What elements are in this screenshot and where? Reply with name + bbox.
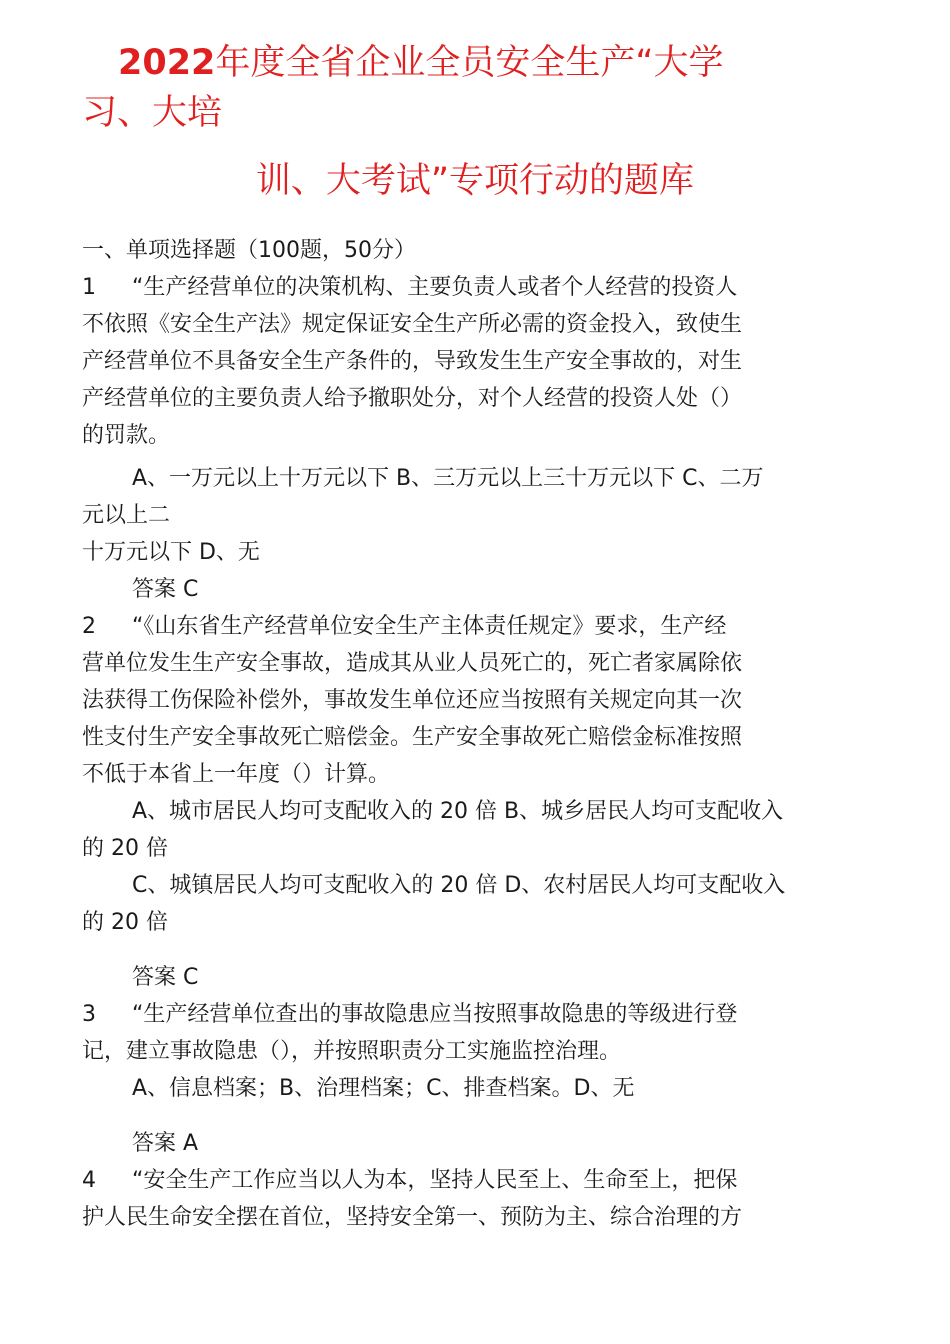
- title-year: 2022: [118, 43, 216, 83]
- title-line1-text: 年度全省企业全员安全生产“大学: [215, 43, 724, 83]
- question-options-line: A、城市居民人均可支配收入的 20 倍 B、城乡居民人均可支配收入: [132, 799, 784, 824]
- question-answer: 答案 C: [132, 965, 199, 990]
- question-text-line: 不低于本省上一年度（）计算。: [82, 762, 391, 787]
- question-text-line: 法获得工伤保险补偿外，事故发生单位还应当按照有关规定向其一次: [82, 688, 743, 713]
- question-bank-body: [82, 232, 872, 1236]
- question-text-line: 产经营单位不具备安全生产条件的，导致发生生产安全事故的，对生: [82, 349, 743, 374]
- question-options-line: 的 20 倍: [82, 910, 168, 935]
- question-text-line: 记，建立事故隐患（），并按照职责分工实施监控治理。: [82, 1039, 622, 1064]
- question-answer: 答案 A: [132, 1131, 199, 1156]
- question-options-line: A、一万元以上十万元以下 B、三万元以上三十万元以下 C、二万: [132, 466, 764, 491]
- question-3: [82, 996, 872, 1162]
- question-4: [82, 1162, 872, 1236]
- question-options-line: 十万元以下 D、无: [82, 540, 260, 565]
- question-number: 4: [82, 1168, 96, 1193]
- question-options-line: C、城镇居民人均可支配收入的 20 倍 D、农村居民人均可支配收入: [132, 873, 786, 898]
- title-line1b-text: 习、大培: [82, 93, 223, 133]
- question-options-line: 的 20 倍: [82, 836, 168, 861]
- question-text-line: “安全生产工作应当以人为本，坚持人民至上、生命至上，把保: [132, 1168, 738, 1193]
- question-options-line: A、信息档案；B、治理档案；C、排查档案。D、无: [132, 1076, 635, 1101]
- question-text-line: 的罚款。: [82, 423, 171, 448]
- question-text-line: “《山东省生产经营单位安全生产主体责任规定》要求，生产经: [132, 614, 727, 639]
- question-text-line: 性支付生产安全事故死亡赔偿金。生产安全事故死亡赔偿金标准按照: [82, 725, 743, 750]
- question-text-line: “生产经营单位查出的事故隐患应当按照事故隐患的等级进行登: [132, 1002, 738, 1027]
- question-1: [82, 269, 872, 608]
- question-text-line: 护人民生命安全摆在首位，坚持安全第一、预防为主、综合治理的方: [82, 1205, 743, 1230]
- question-text-line: 产经营单位的主要负责人给予撤职处分，对个人经营的投资人处（）: [82, 386, 743, 411]
- question-text-line: 营单位发生生产安全事故，造成其从业人员死亡的，死亡者家属除依: [82, 651, 743, 676]
- question-2: [82, 608, 872, 996]
- question-number: 1: [82, 275, 96, 300]
- question-text-line: “生产经营单位的决策机构、主要负责人或者个人经营的投资人: [132, 275, 738, 300]
- question-text-line: 不依照《安全生产法》规定保证安全生产所必需的资金投入，致使生: [82, 312, 743, 337]
- question-number: 3: [82, 1002, 96, 1027]
- question-answer: 答案 C: [132, 577, 199, 602]
- document-title-line1: [82, 38, 882, 138]
- question-number: 2: [82, 614, 96, 639]
- document-title-line2: 训、大考试”专项行动的题库: [255, 161, 695, 201]
- section-heading: 一、单项选择题（100题，50分）: [82, 238, 416, 263]
- question-options-line: 元以上二: [82, 503, 171, 528]
